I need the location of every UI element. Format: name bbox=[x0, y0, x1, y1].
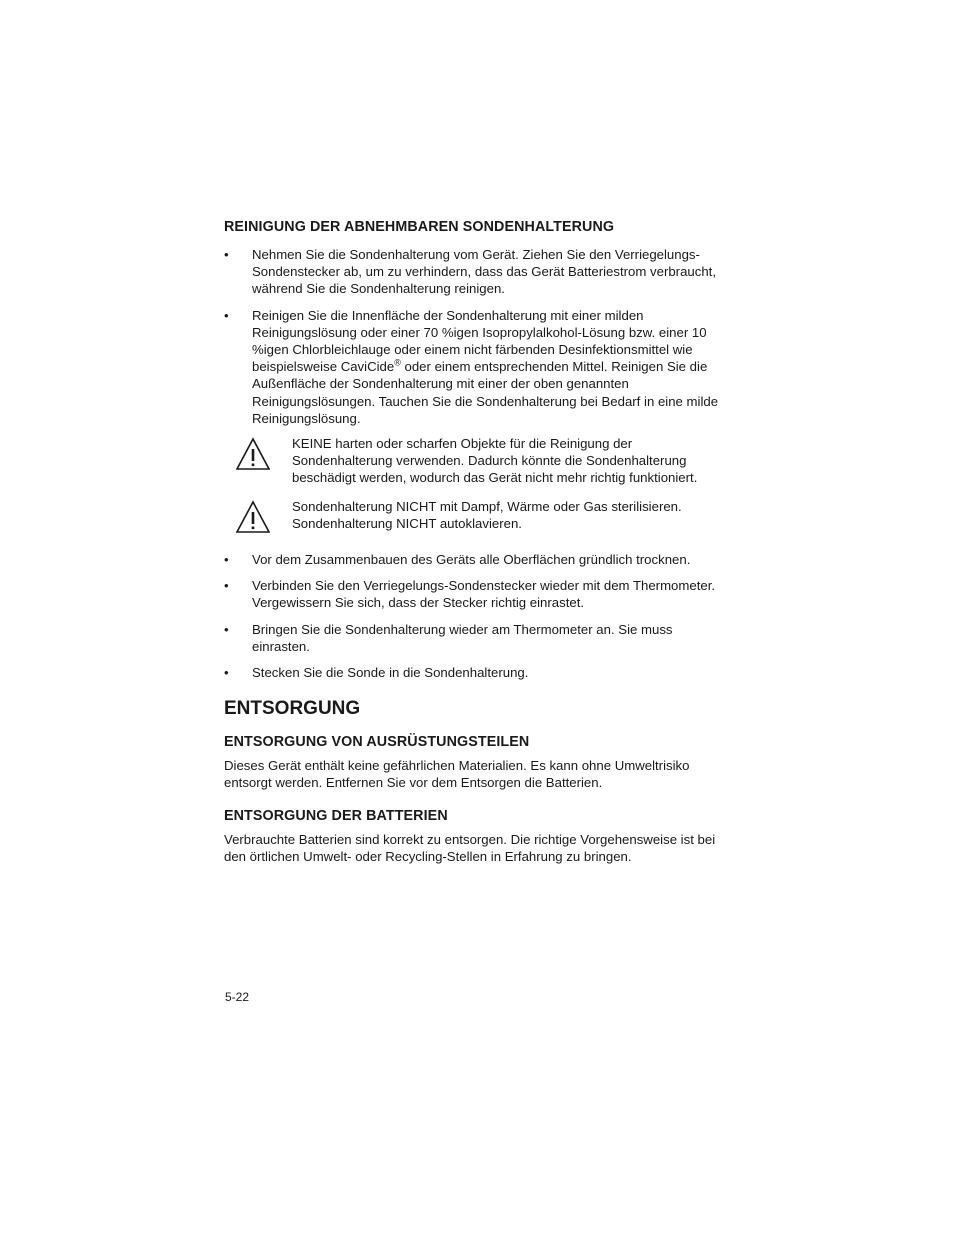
subheading-equipment-disposal: ENTSORGUNG VON AUSRÜSTUNGSTEILEN bbox=[224, 734, 530, 751]
paragraph-battery-disposal: Verbrauchte Batterien sind korrekt zu entsorgen. Die richtige Vorgehensweise ist bei den örtlichen Umwelt- oder Recycling-Stellen in Erfahrung zu bringen. bbox=[224, 831, 716, 864]
warning-block bbox=[224, 498, 729, 532]
bullet-dot: • bbox=[224, 552, 229, 568]
list-item bbox=[224, 664, 729, 681]
page-content bbox=[224, 218, 729, 865]
list-item bbox=[224, 551, 729, 568]
registered-mark: ® bbox=[394, 357, 401, 368]
list-item-text: Reinigen Sie die Innenfläche der Sondenhalterung mit einer milden Reinigungslösung oder einer 70 %igen Isopropylalkohol-Lösung bzw. einer 10 %igen Chlorbleichlauge oder einem nicht färbenden Desinfektionsmittel wie beispielsweise CaviCide bbox=[252, 307, 707, 375]
list-item-text: Nehmen Sie die Sondenhalterung vom Gerät. Ziehen Sie den Verriegelungs-Sondenstecker ab, um zu verhindern, dass das Gerät Batteriestrom verbraucht, während Sie die Sondenhalterung reinigen. bbox=[252, 247, 716, 297]
paragraph-equipment-disposal: Dieses Gerät enthält keine gefährlichen Materialien. Es kann ohne Umweltrisiko entsorgt werden. Entfernen Sie vor dem Entsorgen die Batterien. bbox=[224, 758, 690, 791]
list-item-text: Vor dem Zusammenbauen des Geräts alle Oberflächen gründlich trocknen. bbox=[252, 552, 691, 568]
list-item bbox=[224, 246, 729, 298]
subheading-battery-disposal: ENTSORGUNG DER BATTERIEN bbox=[224, 807, 448, 824]
section-title-disposal: ENTSORGUNG bbox=[224, 698, 361, 720]
warning-block bbox=[224, 435, 729, 487]
warning-text: KEINE harten oder scharfen Objekte für die Reinigung der Sondenhalterung verwenden. Dadurch könnte die Sondenhalterung beschädigt werden, wodurch das Gerät nicht mehr richtig funktioniert. bbox=[292, 436, 698, 486]
list-item-text: Bringen Sie die Sondenhalterung wieder am Thermometer an. Sie muss einrasten. bbox=[252, 621, 673, 654]
warning-triangle-icon bbox=[236, 500, 270, 534]
list-item-text-cont: oder einem entsprechenden Mittel. Reinigen Sie die Außenfläche der Sondenhalterung mit einer der oben genannten Reinigungslösungen. Tauchen Sie die Sondenhalterung bei Bedarf in eine milde Reinigungslösung. bbox=[252, 359, 719, 426]
list-item bbox=[224, 307, 729, 427]
list-item-text: Stecken Sie die Sonde in die Sondenhalterung. bbox=[252, 665, 529, 681]
bullet-list-top bbox=[224, 246, 729, 427]
list-item-text: Verbinden Sie den Verriegelungs-Sondenstecker wieder mit dem Thermometer. Vergewissern Sie sich, dass der Stecker richtig einrastet. bbox=[252, 578, 716, 611]
bullet-dot: • bbox=[224, 247, 229, 262]
section-heading-cleaning: REINIGUNG DER ABNEHMBAREN SONDENHALTERUNG bbox=[224, 219, 615, 235]
bullet-dot: • bbox=[224, 621, 229, 637]
bullet-list-bottom bbox=[224, 551, 729, 681]
bullet-dot: • bbox=[224, 307, 229, 323]
bullet-dot: • bbox=[224, 578, 229, 594]
warning-triangle-icon bbox=[236, 437, 270, 471]
page-number: 5-22 bbox=[225, 990, 250, 1004]
bullet-dot: • bbox=[224, 665, 229, 681]
list-item bbox=[224, 621, 729, 655]
warning-text: Sondenhalterung NICHT mit Dampf, Wärme oder Gas sterilisieren. Sondenhalterung NICHT autoklavieren. bbox=[292, 498, 682, 531]
list-item bbox=[224, 577, 729, 611]
